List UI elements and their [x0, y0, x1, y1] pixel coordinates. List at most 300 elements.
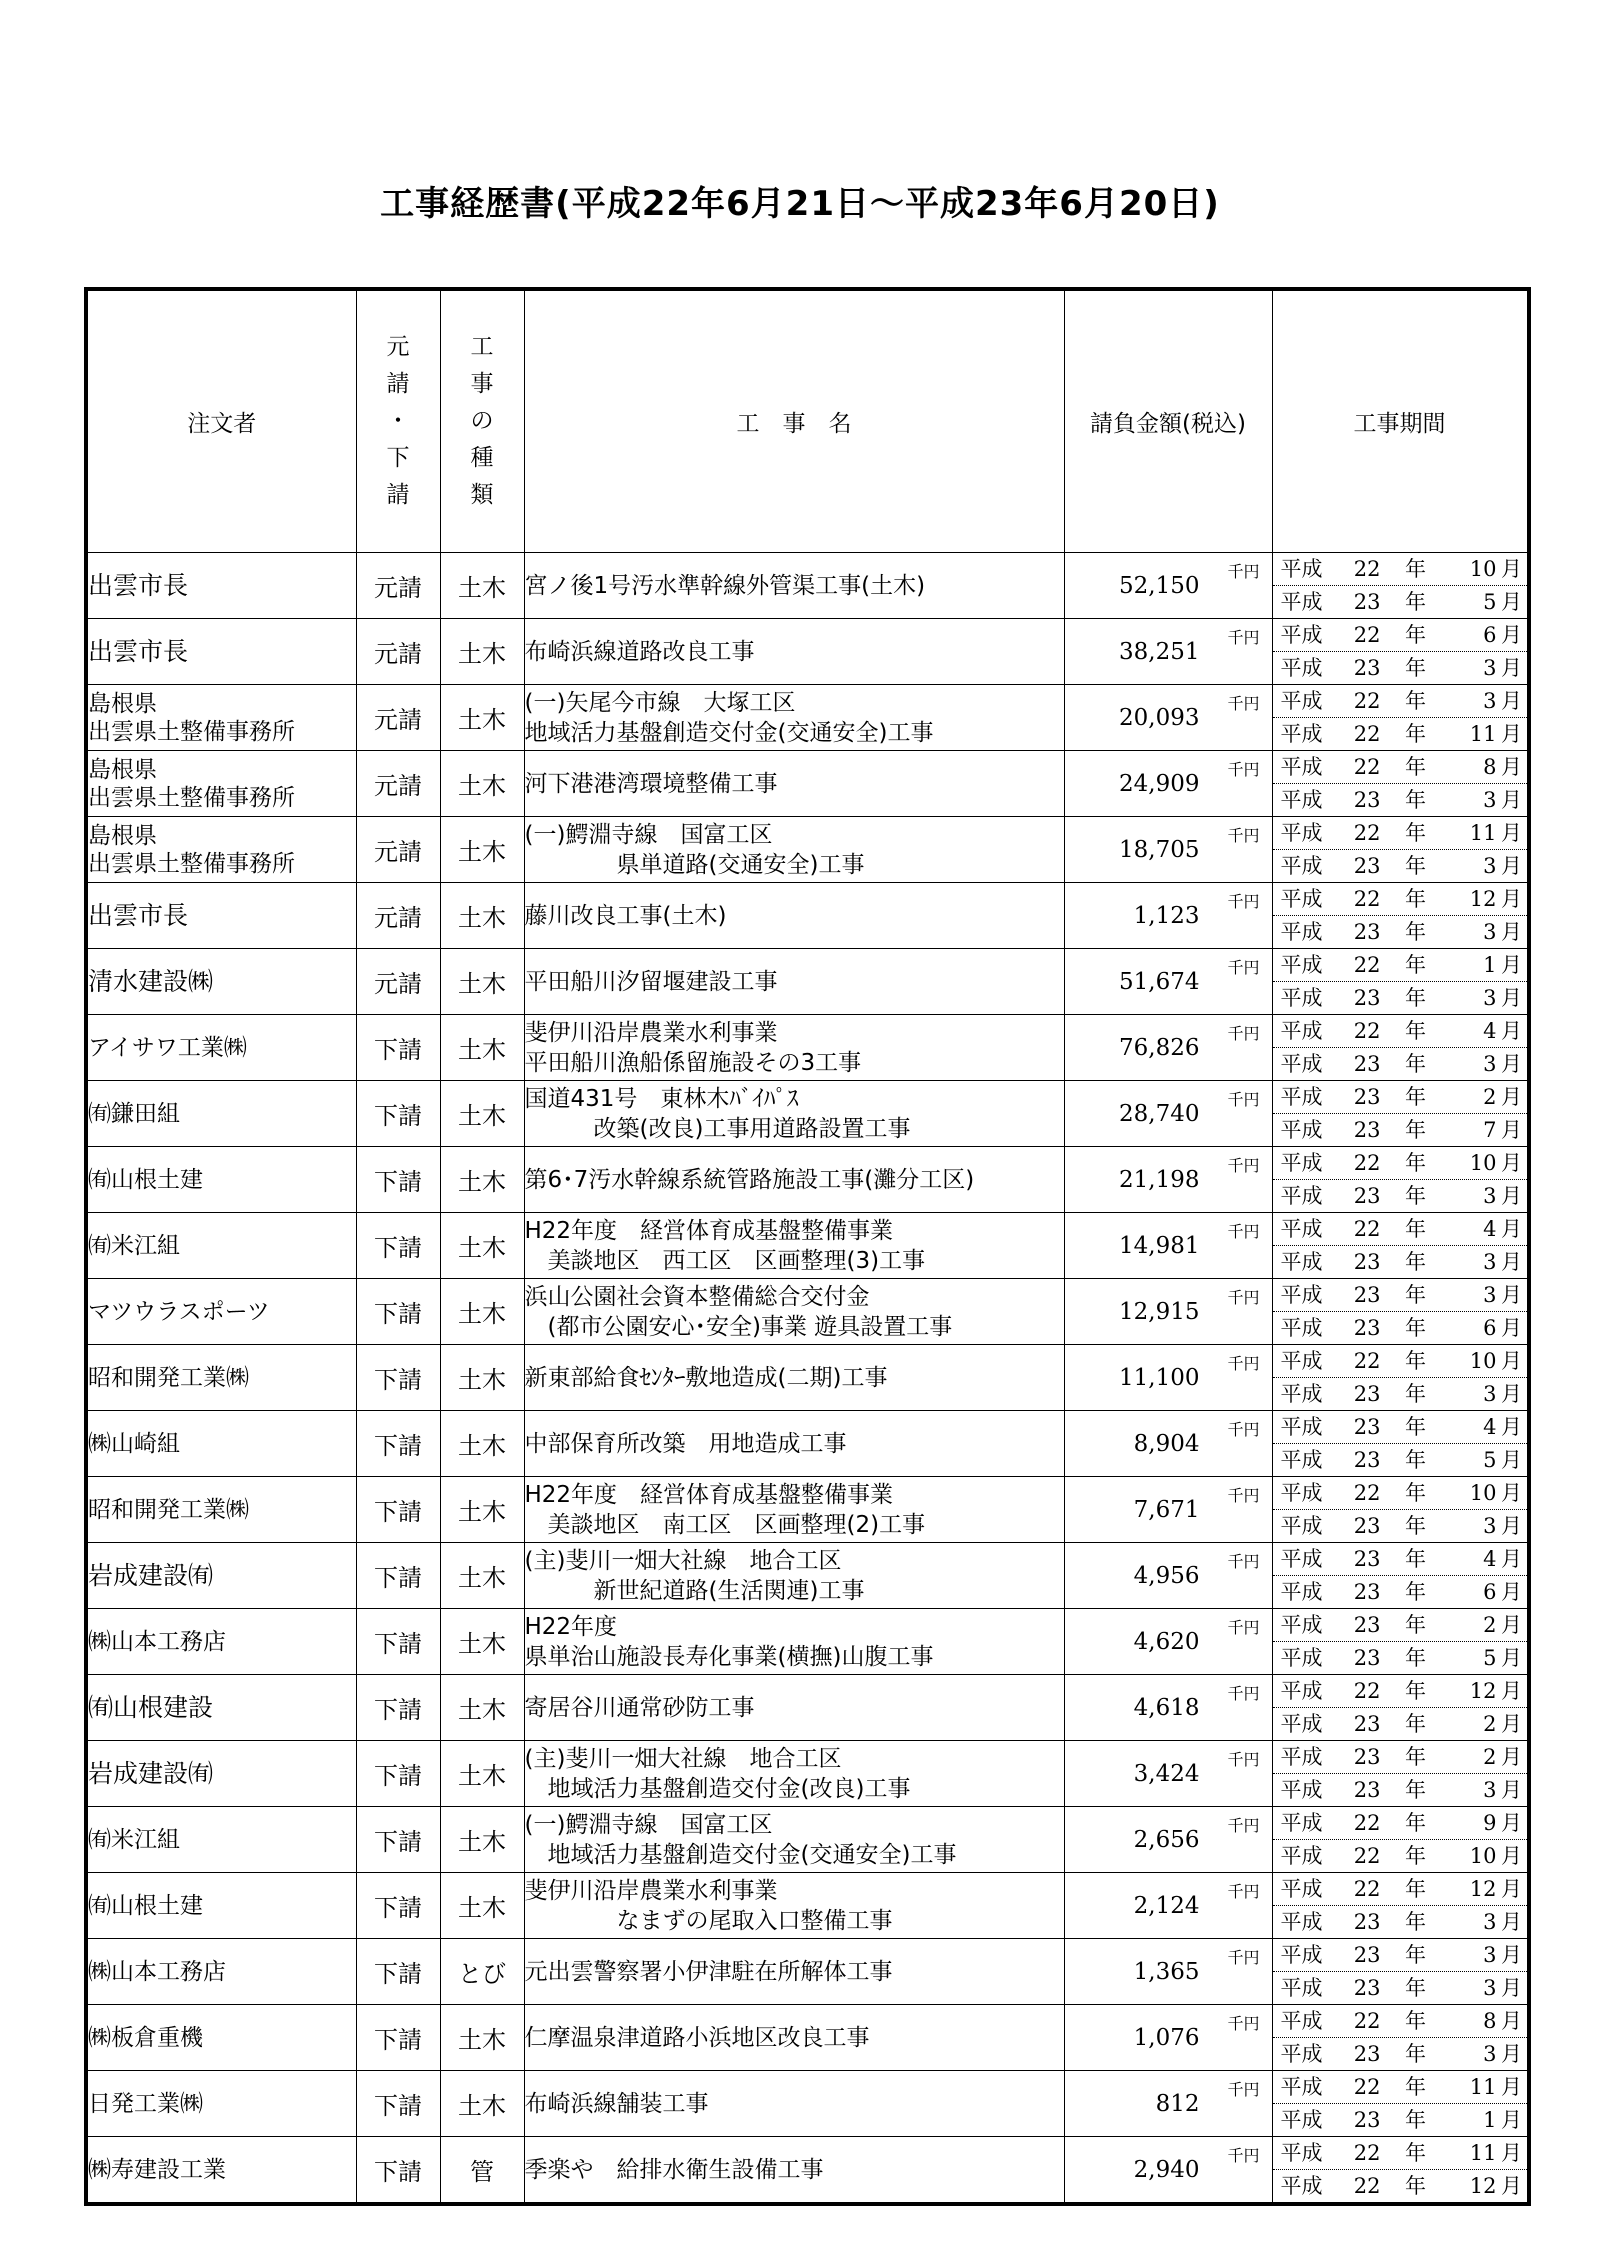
amount-value: 12,915: [1119, 1298, 1200, 1325]
amount-value: 2,656: [1133, 1826, 1200, 1853]
end-year: 22: [1353, 722, 1381, 746]
amount-value: 52,150: [1119, 572, 1200, 599]
work-name-cell: 平田船川汐留堰建設工事: [524, 949, 1064, 1015]
month-label: 月: [1501, 1316, 1522, 1340]
month-label: 月: [1501, 2075, 1522, 2099]
period-end: [1273, 1047, 1527, 1080]
work-type-cell: 土木: [440, 1015, 524, 1081]
start-year: 22: [1353, 689, 1381, 713]
amount-value: 2,124: [1133, 1892, 1200, 1919]
month-label: 月: [1501, 1778, 1522, 1802]
start-year: 22: [1353, 2009, 1381, 2033]
era-label: 平成: [1280, 1052, 1323, 1076]
period-start: [1273, 1939, 1527, 1971]
amount-value: 21,198: [1119, 1166, 1200, 1193]
end-year: 23: [1353, 1184, 1381, 1208]
era-label: 平成: [1280, 2108, 1323, 2132]
work-name-cell: 仁摩温泉津道路小浜地区改良工事: [524, 2005, 1064, 2071]
contract-type-cell: 下請: [356, 2005, 440, 2071]
amount-unit: 千円: [1227, 1882, 1260, 1901]
table-row: [86, 817, 1529, 883]
month-label: 月: [1501, 1877, 1522, 1901]
table-row: [86, 1411, 1529, 1477]
table-row: [86, 1477, 1529, 1543]
table-row: [86, 883, 1529, 949]
year-label: 年: [1405, 755, 1426, 779]
period-cell: [1272, 1147, 1529, 1213]
amount-value: 76,826: [1119, 1034, 1200, 1061]
period-cell: [1272, 1345, 1529, 1411]
start-year: 22: [1353, 2141, 1381, 2165]
end-year: 23: [1353, 1118, 1381, 1142]
amount-value: 3,424: [1133, 1760, 1200, 1787]
year-label: 年: [1405, 1712, 1426, 1736]
year-label: 年: [1405, 1514, 1426, 1538]
amount-cell: [1064, 1741, 1272, 1807]
amount-unit: 千円: [1227, 2014, 1260, 2033]
month-label: 月: [1501, 1052, 1522, 1076]
work-name-cell: 宮ノ後1号汚水準幹線外管渠工事(土木): [524, 553, 1064, 619]
amount-unit: 千円: [1227, 1288, 1260, 1307]
year-label: 年: [1405, 1613, 1426, 1637]
era-label: 平成: [1280, 722, 1323, 746]
year-label: 年: [1405, 2108, 1426, 2132]
year-label: 年: [1405, 1679, 1426, 1703]
work-name-cell: (一)矢尾今市線 大塚工区 地域活力基盤創造交付金(交通安全)工事: [524, 685, 1064, 751]
end-year: 23: [1353, 1910, 1381, 1934]
client-cell: 出雲市長: [86, 883, 356, 949]
amount-unit: 千円: [1227, 2080, 1260, 2099]
month-label: 月: [1501, 1448, 1522, 1472]
start-year: 22: [1353, 1679, 1381, 1703]
work-type-cell: 土木: [440, 1081, 524, 1147]
year-label: 年: [1405, 1085, 1426, 1109]
amount-cell: [1064, 1543, 1272, 1609]
era-label: 平成: [1280, 1745, 1323, 1769]
start-year: 22: [1353, 821, 1381, 845]
work-name-cell: 新東部給食ｾﾝﾀｰ敷地造成(二期)工事: [524, 1345, 1064, 1411]
start-month: 3: [1483, 689, 1497, 713]
year-label: 年: [1405, 1844, 1426, 1868]
amount-cell: [1064, 817, 1272, 883]
start-year: 22: [1353, 623, 1381, 647]
client-cell: ㈱山本工務店: [86, 1609, 356, 1675]
table-row: [86, 1147, 1529, 1213]
end-month: 3: [1483, 1778, 1497, 1802]
period-cell: [1272, 1081, 1529, 1147]
start-year: 23: [1353, 1613, 1381, 1637]
period-end: [1273, 2169, 1527, 2202]
end-month: 3: [1483, 986, 1497, 1010]
contract-type-cell: 下請: [356, 1675, 440, 1741]
era-label: 平成: [1280, 590, 1323, 614]
period-start: [1273, 1213, 1527, 1245]
contract-type-cell: 元請: [356, 883, 440, 949]
work-type-cell: 土木: [440, 751, 524, 817]
amount-value: 28,740: [1119, 1100, 1200, 1127]
amount-unit: 千円: [1227, 1948, 1260, 1967]
period-start: [1273, 1675, 1527, 1707]
work-type-cell: 土木: [440, 1675, 524, 1741]
year-label: 年: [1405, 1184, 1426, 1208]
amount-value: 18,705: [1119, 836, 1200, 863]
client-cell: ㈲山根土建: [86, 1873, 356, 1939]
table-row: [86, 1609, 1529, 1675]
contract-type-cell: 下請: [356, 1411, 440, 1477]
work-name-cell: 寄居谷川通常砂防工事: [524, 1675, 1064, 1741]
client-cell: 岩成建設㈲: [86, 1543, 356, 1609]
end-year: 23: [1353, 854, 1381, 878]
table-row: [86, 1213, 1529, 1279]
client-cell: ㈲米江組: [86, 1213, 356, 1279]
year-label: 年: [1405, 1448, 1426, 1472]
period-start: [1273, 817, 1527, 849]
amount-value: 4,956: [1133, 1562, 1200, 1589]
work-type-cell: 土木: [440, 1213, 524, 1279]
month-label: 月: [1501, 1250, 1522, 1274]
year-label: 年: [1405, 1415, 1426, 1439]
table-row: [86, 2137, 1529, 2205]
header-amount: 請負金額(税込): [1064, 289, 1272, 553]
work-type-cell: 土木: [440, 2005, 524, 2071]
start-year: 22: [1353, 887, 1381, 911]
work-name-cell: H22年度 経営体育成基盤整備事業 美談地区 南工区 区画整理(2)工事: [524, 1477, 1064, 1543]
end-year: 23: [1353, 1052, 1381, 1076]
month-label: 月: [1501, 590, 1522, 614]
month-label: 月: [1501, 1580, 1522, 1604]
year-label: 年: [1405, 2174, 1426, 2198]
end-month: 7: [1483, 1118, 1497, 1142]
work-type-cell: 土木: [440, 553, 524, 619]
start-year: 22: [1353, 557, 1381, 581]
period-cell: [1272, 2137, 1529, 2205]
period-cell: [1272, 1741, 1529, 1807]
period-start: [1273, 1147, 1527, 1179]
work-type-cell: 土木: [440, 685, 524, 751]
period-cell: [1272, 2071, 1529, 2137]
end-year: 23: [1353, 1646, 1381, 1670]
client-cell: 島根県 出雲県土整備事務所: [86, 817, 356, 883]
year-label: 年: [1405, 854, 1426, 878]
amount-cell: [1064, 553, 1272, 619]
end-year: 23: [1353, 1316, 1381, 1340]
era-label: 平成: [1280, 1976, 1323, 2000]
amount-unit: 千円: [1227, 892, 1260, 911]
era-label: 平成: [1280, 1646, 1323, 1670]
year-label: 年: [1405, 557, 1426, 581]
year-label: 年: [1405, 623, 1426, 647]
end-year: 23: [1353, 1448, 1381, 1472]
start-month: 9: [1483, 1811, 1497, 1835]
month-label: 月: [1501, 1943, 1522, 1967]
work-type-cell: 土木: [440, 619, 524, 685]
era-label: 平成: [1280, 1415, 1323, 1439]
era-label: 平成: [1280, 755, 1323, 779]
client-cell: 清水建設㈱: [86, 949, 356, 1015]
year-label: 年: [1405, 1283, 1426, 1307]
start-month: 11: [1469, 2075, 1497, 2099]
era-label: 平成: [1280, 1448, 1323, 1472]
start-year: 22: [1353, 1877, 1381, 1901]
month-label: 月: [1501, 1184, 1522, 1208]
start-year: 22: [1353, 2075, 1381, 2099]
era-label: 平成: [1280, 1382, 1323, 1406]
period-cell: [1272, 1543, 1529, 1609]
work-name-cell: 季楽や 給排水衛生設備工事: [524, 2137, 1064, 2205]
year-label: 年: [1405, 1052, 1426, 1076]
year-label: 年: [1405, 1019, 1426, 1043]
work-name-cell: H22年度 県単治山施設長寿化事業(横撫)山腹工事: [524, 1609, 1064, 1675]
period-end: [1273, 651, 1527, 684]
year-label: 年: [1405, 2075, 1426, 2099]
contract-type-cell: 下請: [356, 1873, 440, 1939]
amount-unit: 千円: [1227, 1222, 1260, 1241]
amount-value: 24,909: [1119, 770, 1200, 797]
period-start: [1273, 1543, 1527, 1575]
header-period: 工事期間: [1272, 289, 1529, 553]
end-month: 3: [1483, 656, 1497, 680]
amount-value: 38,251: [1119, 638, 1200, 665]
table-row: [86, 553, 1529, 619]
end-month: 6: [1483, 1580, 1497, 1604]
year-label: 年: [1405, 788, 1426, 812]
month-label: 月: [1501, 2174, 1522, 2198]
period-cell: [1272, 1807, 1529, 1873]
month-label: 月: [1501, 1745, 1522, 1769]
end-year: 22: [1353, 1844, 1381, 1868]
end-year: 23: [1353, 590, 1381, 614]
start-month: 8: [1483, 755, 1497, 779]
end-year: 23: [1353, 2108, 1381, 2132]
period-start: [1273, 553, 1527, 585]
month-label: 月: [1501, 1085, 1522, 1109]
start-year: 22: [1353, 755, 1381, 779]
period-end: [1273, 1641, 1527, 1674]
table-row: [86, 619, 1529, 685]
end-year: 23: [1353, 1250, 1381, 1274]
month-label: 月: [1501, 821, 1522, 845]
amount-cell: [1064, 1279, 1272, 1345]
contract-type-cell: 下請: [356, 2137, 440, 2205]
period-start: [1273, 1609, 1527, 1641]
work-history-table: [84, 287, 1531, 2206]
amount-value: 20,093: [1119, 704, 1200, 731]
start-month: 12: [1469, 887, 1497, 911]
amount-unit: 千円: [1227, 2146, 1260, 2165]
period-cell: [1272, 685, 1529, 751]
period-end: [1273, 1773, 1527, 1806]
year-label: 年: [1405, 2009, 1426, 2033]
amount-cell: [1064, 1609, 1272, 1675]
table-row: [86, 751, 1529, 817]
month-label: 月: [1501, 1283, 1522, 1307]
era-label: 平成: [1280, 1910, 1323, 1934]
client-cell: 昭和開発工業㈱: [86, 1345, 356, 1411]
era-label: 平成: [1280, 1118, 1323, 1142]
end-month: 3: [1483, 854, 1497, 878]
start-month: 3: [1483, 1283, 1497, 1307]
month-label: 月: [1501, 887, 1522, 911]
amount-cell: [1064, 1081, 1272, 1147]
period-cell: [1272, 1411, 1529, 1477]
header-work-type: 工 事 の 種 類: [440, 289, 524, 553]
year-label: 年: [1405, 1580, 1426, 1604]
contract-type-cell: 元請: [356, 619, 440, 685]
amount-value: 11,100: [1119, 1364, 1200, 1391]
amount-unit: 千円: [1227, 562, 1260, 581]
contract-type-cell: 元請: [356, 751, 440, 817]
amount-cell: [1064, 751, 1272, 817]
period-end: [1273, 1839, 1527, 1872]
work-type-cell: 土木: [440, 1477, 524, 1543]
start-year: 23: [1353, 1943, 1381, 1967]
period-cell: [1272, 1873, 1529, 1939]
era-label: 平成: [1280, 1877, 1323, 1901]
year-label: 年: [1405, 2141, 1426, 2165]
month-label: 月: [1501, 1910, 1522, 1934]
year-label: 年: [1405, 986, 1426, 1010]
year-label: 年: [1405, 1481, 1426, 1505]
end-year: 23: [1353, 1382, 1381, 1406]
work-name-cell: (主)斐川一畑大社線 地合工区 新世紀道路(生活関連)工事: [524, 1543, 1064, 1609]
period-cell: [1272, 817, 1529, 883]
amount-unit: 千円: [1227, 1684, 1260, 1703]
month-label: 月: [1501, 788, 1522, 812]
period-end: [1273, 1443, 1527, 1476]
work-type-cell: 土木: [440, 949, 524, 1015]
year-label: 年: [1405, 1349, 1426, 1373]
year-label: 年: [1405, 722, 1426, 746]
header-client: 注文者: [86, 289, 356, 553]
start-year: 22: [1353, 1019, 1381, 1043]
contract-type-cell: 元請: [356, 817, 440, 883]
work-type-cell: 土木: [440, 1147, 524, 1213]
period-start: [1273, 949, 1527, 981]
month-label: 月: [1501, 557, 1522, 581]
table-row: [86, 949, 1529, 1015]
work-type-cell: 土木: [440, 1873, 524, 1939]
client-cell: 島根県 出雲県土整備事務所: [86, 751, 356, 817]
era-label: 平成: [1280, 788, 1323, 812]
start-month: 1: [1483, 953, 1497, 977]
start-year: 22: [1353, 1217, 1381, 1241]
amount-cell: [1064, 2137, 1272, 2205]
client-cell: 島根県 出雲県土整備事務所: [86, 685, 356, 751]
start-month: 2: [1483, 1613, 1497, 1637]
amount-unit: 千円: [1227, 1090, 1260, 1109]
era-label: 平成: [1280, 887, 1323, 911]
table-row: [86, 1345, 1529, 1411]
table-row: [86, 1543, 1529, 1609]
era-label: 平成: [1280, 1250, 1323, 1274]
work-name-cell: 斐伊川沿岸農業水利事業 平田船川漁船係留施設その3工事: [524, 1015, 1064, 1081]
amount-value: 4,618: [1133, 1694, 1200, 1721]
period-cell: [1272, 2005, 1529, 2071]
end-month: 3: [1483, 1910, 1497, 1934]
table-row: [86, 1873, 1529, 1939]
amount-unit: 千円: [1227, 1420, 1260, 1439]
year-label: 年: [1405, 1745, 1426, 1769]
contract-type-cell: 下請: [356, 1741, 440, 1807]
era-label: 平成: [1280, 1844, 1323, 1868]
era-label: 平成: [1280, 1580, 1323, 1604]
era-label: 平成: [1280, 1349, 1323, 1373]
month-label: 月: [1501, 722, 1522, 746]
era-label: 平成: [1280, 1019, 1323, 1043]
era-label: 平成: [1280, 1184, 1323, 1208]
period-end: [1273, 915, 1527, 948]
amount-cell: [1064, 883, 1272, 949]
period-end: [1273, 1905, 1527, 1938]
client-cell: 出雲市長: [86, 619, 356, 685]
end-month: 3: [1483, 1514, 1497, 1538]
end-year: 23: [1353, 1778, 1381, 1802]
period-start: [1273, 751, 1527, 783]
end-year: 23: [1353, 920, 1381, 944]
era-label: 平成: [1280, 2042, 1323, 2066]
amount-cell: [1064, 619, 1272, 685]
period-cell: [1272, 1939, 1529, 2005]
amount-cell: [1064, 1147, 1272, 1213]
period-start: [1273, 2071, 1527, 2103]
period-end: [1273, 783, 1527, 816]
era-label: 平成: [1280, 1943, 1323, 1967]
end-year: 23: [1353, 788, 1381, 812]
end-month: 6: [1483, 1316, 1497, 1340]
amount-value: 7,671: [1133, 1496, 1200, 1523]
table-row: [86, 685, 1529, 751]
start-year: 23: [1353, 1415, 1381, 1439]
start-year: 22: [1353, 1481, 1381, 1505]
amount-cell: [1064, 1345, 1272, 1411]
year-label: 年: [1405, 1316, 1426, 1340]
work-name-cell: 布崎浜線道路改良工事: [524, 619, 1064, 685]
contract-type-cell: 下請: [356, 1477, 440, 1543]
end-month: 5: [1483, 1646, 1497, 1670]
work-name-cell: 河下港港湾環境整備工事: [524, 751, 1064, 817]
year-label: 年: [1405, 1382, 1426, 1406]
end-year: 23: [1353, 2042, 1381, 2066]
period-start: [1273, 685, 1527, 717]
start-month: 4: [1483, 1547, 1497, 1571]
period-end: [1273, 717, 1527, 750]
client-cell: ㈲山根建設: [86, 1675, 356, 1741]
end-year: 23: [1353, 1712, 1381, 1736]
period-start: [1273, 1279, 1527, 1311]
end-month: 2: [1483, 1712, 1497, 1736]
month-label: 月: [1501, 2042, 1522, 2066]
era-label: 平成: [1280, 2009, 1323, 2033]
amount-unit: 千円: [1227, 1552, 1260, 1571]
start-month: 11: [1469, 821, 1497, 845]
start-month: 8: [1483, 2009, 1497, 2033]
end-month: 3: [1483, 1976, 1497, 2000]
amount-value: 4,620: [1133, 1628, 1200, 1655]
month-label: 月: [1501, 656, 1522, 680]
month-label: 月: [1501, 1151, 1522, 1175]
header-contract-type: 元 請 ・ 下 請: [356, 289, 440, 553]
work-name-cell: (一)鰐淵寺線 国富工区 地域活力基盤創造交付金(交通安全)工事: [524, 1807, 1064, 1873]
year-label: 年: [1405, 689, 1426, 713]
work-type-cell: 土木: [440, 817, 524, 883]
work-name-cell: 藤川改良工事(土木): [524, 883, 1064, 949]
period-start: [1273, 1345, 1527, 1377]
work-type-cell: 土木: [440, 1807, 524, 1873]
period-cell: [1272, 949, 1529, 1015]
end-month: 12: [1469, 2174, 1497, 2198]
era-label: 平成: [1280, 2141, 1323, 2165]
start-year: 23: [1353, 1745, 1381, 1769]
